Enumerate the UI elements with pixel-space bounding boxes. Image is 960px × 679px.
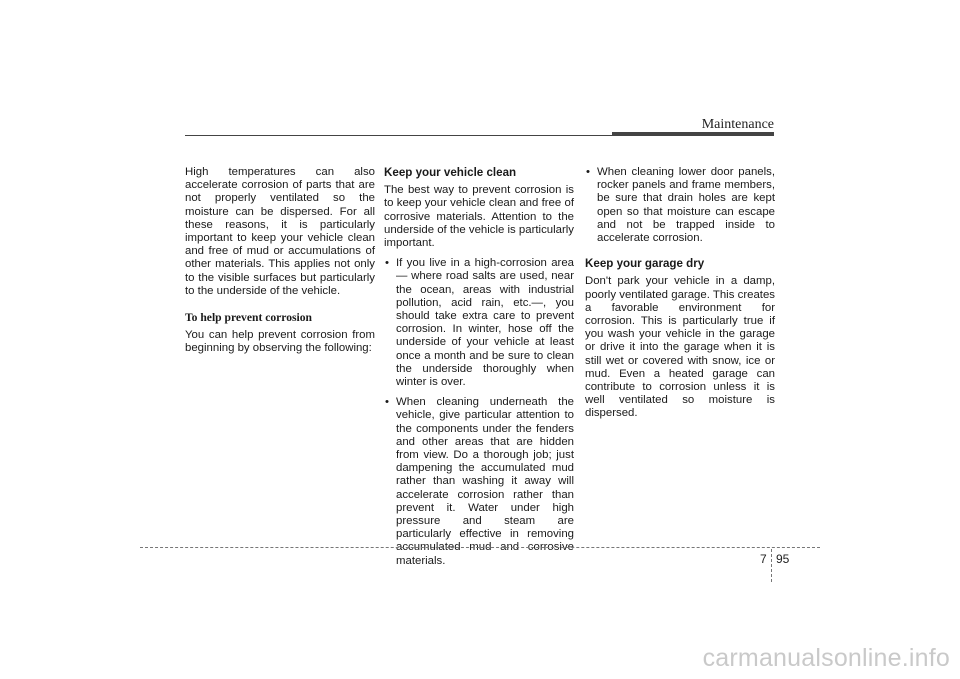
column-2 xyxy=(384,166,574,575)
column-1 xyxy=(185,166,375,363)
heading-keep-garage-dry: Keep your garage dry xyxy=(585,257,705,271)
keep-clean-bullet-list xyxy=(384,257,574,568)
list-item: • If you live in a high-corrosion area — where road salts are used, near the ocean, areas with industrial pollution, acid rain, etc.—, you should take extra care to prevent corrosion. In winter, hose off the underside of your vehicle at least once a month and be sure to clean the underside thoroughly when winter is over. xyxy=(384,257,574,389)
watermark-text: carmanualsonline.info xyxy=(702,644,950,672)
intro-paragraph: High temperatures can also accelerate corrosion of parts that are not properly ventilated so the moisture can be dispersed. For all these reasons, it is particularly important to keep your vehicle clean and free of mud or accumulations of other materials. This applies not only to the visible surfaces but particularly to the underside of the vehicle. xyxy=(185,166,375,297)
header-rule xyxy=(185,135,615,136)
heading-keep-vehicle-clean: Keep your vehicle clean xyxy=(384,166,517,179)
column-3 xyxy=(585,166,775,428)
door-panel-bullet-list xyxy=(585,166,775,245)
list-item: • When cleaning lower door panels, rocker panels and frame members, be sure that drain holes are kept open so that moisture can escape and not be trapped inside to accelerate corrosion. xyxy=(585,166,775,245)
list-item: • When cleaning underneath the vehicle, give particular attention to the components under the fenders and other areas that are hidden from view. Do a thorough job; just dampening the accumulated mud rather than washing it away will accelerate corrosion rather than prevent it. Water under high pressure and steam are particularly effective in removing accumulated mud and corrosive materials. xyxy=(384,396,574,568)
page-number-divider xyxy=(771,549,772,582)
keep-clean-paragraph: The best way to prevent corrosion is to keep your vehicle clean and free of corrosive materials. Attention to the underside of the vehicle is particularly important. xyxy=(384,184,574,250)
prevent-corrosion-paragraph: You can help prevent corrosion from beginning by observing the following: xyxy=(185,329,375,355)
page-number: 95 xyxy=(776,552,790,566)
garage-dry-paragraph: Don't park your vehicle in a damp, poorly ventilated garage. This creates a favorable environment for corrosion. This is particularly true if you wash your vehicle in the garage or drive it into the garage when it is still wet or covered with snow, ice or mud. Even a heated garage can contribute to corrosion unless it is well ventilated so moisture is dispersed. xyxy=(585,275,775,420)
section-title: Maintenance xyxy=(701,117,774,132)
subheading-prevent-corrosion: To help prevent corrosion xyxy=(185,311,313,325)
header-rule-accent xyxy=(612,132,774,136)
chapter-number: 7 xyxy=(760,552,767,566)
footer-rule xyxy=(140,547,820,548)
